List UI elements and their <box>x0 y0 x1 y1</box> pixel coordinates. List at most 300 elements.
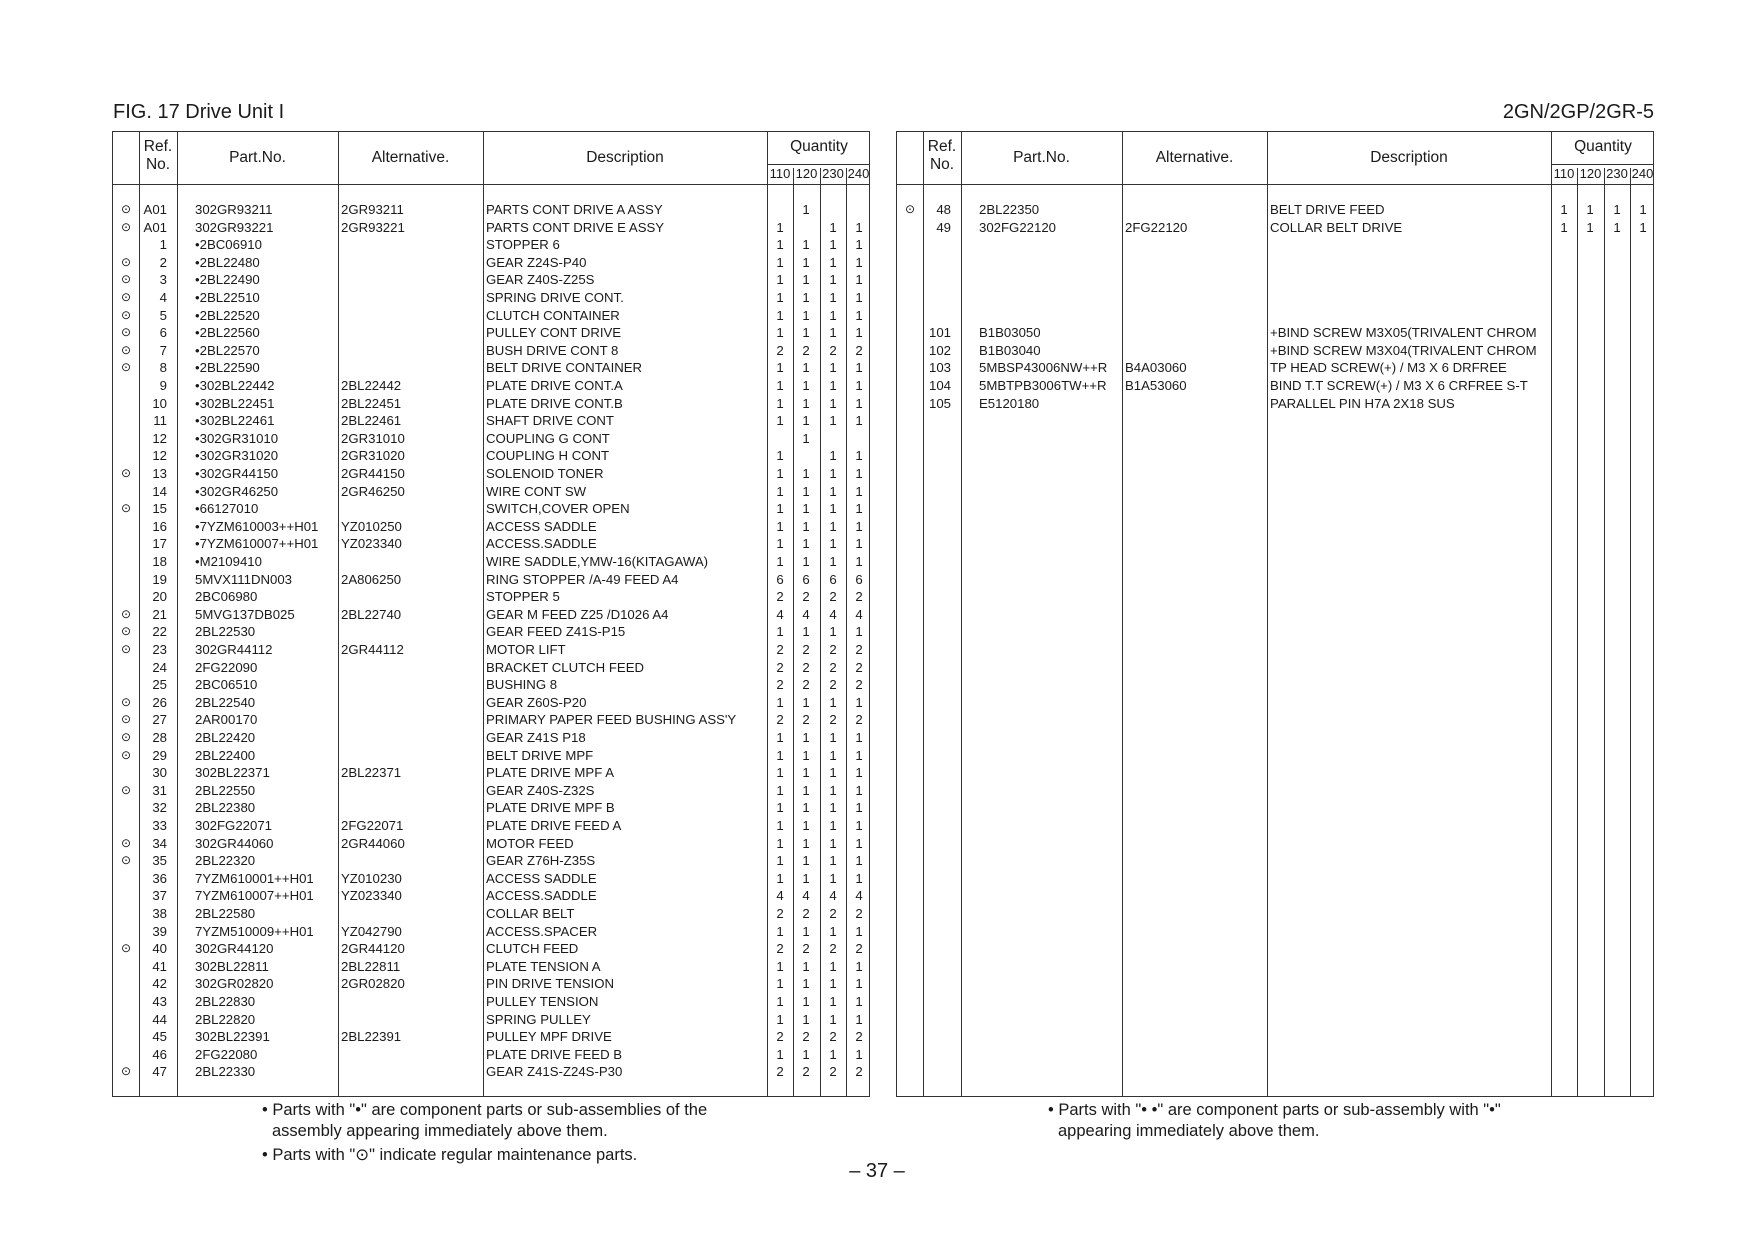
quantity-cell: 1 <box>802 730 810 745</box>
quantity-cell: 1 <box>855 307 863 323</box>
quantity-cell: 1 <box>855 272 863 288</box>
description: ACCESS.SADDLE <box>486 888 597 904</box>
part-no: 2BL22550 <box>195 782 256 798</box>
table-row <box>113 782 869 800</box>
ref-no: 34 <box>152 835 167 851</box>
quantity-cell: 1 <box>776 395 784 411</box>
quantity-cell: 1 <box>776 466 784 481</box>
description: PLATE DRIVE CONT.A <box>486 378 623 393</box>
col-header-q240: 240 <box>1631 166 1654 181</box>
quantity-cell: 2 <box>829 642 837 657</box>
quantity-cell: 1 <box>829 782 837 798</box>
quantity-cell: 1 <box>829 800 837 816</box>
ref-no: 22 <box>152 624 167 640</box>
part-no: •302GR31010 <box>195 430 279 446</box>
description: PIN DRIVE TENSION <box>486 976 614 992</box>
quantity-cell: 1 <box>855 290 863 305</box>
quantity-cell: 1 <box>855 870 863 886</box>
quantity-cell: 1 <box>855 730 863 745</box>
table-row <box>113 940 869 958</box>
quantity-cell: 2 <box>776 941 784 957</box>
quantity-cell: 2 <box>829 1029 837 1045</box>
ref-no: 15 <box>152 501 167 517</box>
table-row <box>113 518 869 536</box>
table-row <box>897 342 1653 360</box>
quantity-cell: 1 <box>829 835 837 851</box>
ref-no: 4 <box>159 290 167 305</box>
quantity-cell: 2 <box>829 1064 837 1080</box>
part-no: 2BL22540 <box>195 694 256 710</box>
part-no: 5MBTPB3006TW++R <box>979 378 1107 393</box>
table-row <box>113 694 869 712</box>
ref-no: 24 <box>152 659 167 675</box>
alternative-no: 2BL22740 <box>341 606 402 622</box>
quantity-cell: 4 <box>802 888 810 904</box>
table-row <box>113 201 869 219</box>
quantity-cell: 1 <box>829 976 837 992</box>
description: SOLENOID TONER <box>486 466 604 481</box>
alternative-no: 2BL22811 <box>341 958 401 974</box>
alternative-no: 2GR44060 <box>341 835 405 851</box>
quantity-cell: 1 <box>829 413 837 429</box>
quantity-cell: 1 <box>776 870 784 886</box>
part-no: •302GR44150 <box>195 466 279 481</box>
description: ACCESS.SADDLE <box>486 536 597 552</box>
quantity-cell: 1 <box>829 536 837 552</box>
ref-no: 14 <box>152 483 167 499</box>
part-no: 302BL22371 <box>195 765 270 781</box>
quantity-cell: 2 <box>776 589 784 605</box>
footnote-component-parts: • Parts with "•" are component parts or sub-assemblies of the assembly appearing immediately above them. <box>262 1101 708 1140</box>
part-no: 7YZM610001++H01 <box>195 870 314 886</box>
quantity-cell: 1 <box>829 378 837 393</box>
maintenance-mark: ⊙ <box>120 642 132 656</box>
description: GEAR FEED Z41S-P15 <box>486 624 626 640</box>
ref-no: 46 <box>152 1046 167 1062</box>
col-header-ref: Ref. No. <box>927 138 957 173</box>
ref-no: 48 <box>936 202 951 217</box>
ref-no: 45 <box>152 1029 167 1045</box>
quantity-cell: 1 <box>829 624 837 640</box>
description: PLATE DRIVE FEED A <box>486 818 622 833</box>
description: GEAR Z40S-Z25S <box>486 272 595 288</box>
quantity-cell: 1 <box>855 747 863 763</box>
quantity-cell: 2 <box>855 906 863 921</box>
col-header-q110: 110 <box>1553 166 1575 181</box>
part-no: •302GR31020 <box>195 448 279 464</box>
part-no: 302FG22120 <box>979 219 1056 235</box>
ref-no: 35 <box>152 853 167 869</box>
alternative-no: 2BL22371 <box>341 765 402 781</box>
quantity-cell: 1 <box>855 237 863 253</box>
quantity-cell: 1 <box>776 290 784 305</box>
description: COUPLING G CONT <box>486 430 610 446</box>
quantity-cell: 1 <box>802 518 810 534</box>
alternative-no: 2FG22071 <box>341 818 404 833</box>
quantity-cell: 2 <box>855 677 863 693</box>
quantity-cell: 2 <box>829 677 837 693</box>
quantity-cell: 1 <box>802 818 810 833</box>
parts-table-left <box>112 131 870 1097</box>
quantity-cell: 1 <box>829 448 837 464</box>
part-no: 2BC06980 <box>195 589 258 605</box>
col-header-ref: Ref. No. <box>143 138 173 173</box>
quantity-cell: 6 <box>802 571 810 587</box>
quantity-cell: 1 <box>776 694 784 710</box>
table-row <box>113 254 869 272</box>
part-no: •302BL22461 <box>195 413 275 429</box>
quantity-cell: 1 <box>829 994 837 1009</box>
table-row <box>113 923 869 941</box>
part-no: 302GR44060 <box>195 835 274 851</box>
description: RING STOPPER /A-49 FEED A4 <box>486 571 679 587</box>
quantity-cell: 1 <box>776 219 784 235</box>
alternative-no: 2GR44150 <box>341 466 405 481</box>
quantity-cell: 4 <box>776 606 784 622</box>
quantity-cell: 2 <box>829 342 837 358</box>
quantity-cell: 2 <box>776 712 784 728</box>
alternative-no: YZ023340 <box>341 536 402 552</box>
part-no: 2BL22830 <box>195 994 256 1009</box>
ref-no: 27 <box>152 712 167 728</box>
header-divider <box>113 184 869 185</box>
part-no: B1B03050 <box>979 325 1041 341</box>
table-row <box>113 535 869 553</box>
quantity-cell: 1 <box>802 395 810 411</box>
quantity-cell: 1 <box>776 360 784 376</box>
quantity-cell: 1 <box>776 378 784 393</box>
description: MOTOR FEED <box>486 835 574 851</box>
part-no: •2BL22480 <box>195 254 260 270</box>
quantity-cell: 1 <box>855 448 863 464</box>
table-row <box>897 201 1653 219</box>
description: PLATE DRIVE CONT.B <box>486 395 623 411</box>
description: PULLEY MPF DRIVE <box>486 1029 612 1045</box>
table-row <box>113 852 869 870</box>
ref-no: 17 <box>152 536 167 552</box>
description: +BIND SCREW M3X05(TRIVALENT CHROM <box>1270 325 1537 341</box>
maintenance-mark: ⊙ <box>120 202 132 216</box>
ref-no: 9 <box>159 378 167 393</box>
quantity-cell: 1 <box>802 835 810 851</box>
table-row <box>113 377 869 395</box>
table-row <box>113 571 869 589</box>
quantity-cell: 1 <box>776 818 784 833</box>
description: +BIND SCREW M3X04(TRIVALENT CHROM <box>1270 342 1537 358</box>
alternative-no: 2BL22461 <box>341 413 402 429</box>
alternative-no: 2GR46250 <box>341 483 405 499</box>
maintenance-mark: ⊙ <box>120 219 132 234</box>
description: SPRING PULLEY <box>486 1011 591 1027</box>
quantity-cell: 1 <box>802 800 810 816</box>
quantity-cell: 1 <box>776 747 784 763</box>
maintenance-mark: ⊙ <box>120 835 132 850</box>
ref-no: 20 <box>152 589 167 605</box>
quantity-cell: 4 <box>855 606 863 622</box>
maintenance-mark: ⊙ <box>120 782 132 797</box>
ref-no: 47 <box>152 1064 167 1080</box>
ref-no: 21 <box>152 606 167 622</box>
quantity-cell: 6 <box>855 571 863 587</box>
alternative-no: YZ010250 <box>341 518 402 534</box>
part-no: 2BL22350 <box>979 202 1040 217</box>
ref-no: 18 <box>152 554 167 569</box>
quantity-cell: 2 <box>776 906 784 921</box>
quantity-cell: 2 <box>802 906 810 921</box>
quantity-cell: 1 <box>776 272 784 288</box>
quantity-cell: 1 <box>855 835 863 851</box>
quantity-cell: 2 <box>829 589 837 605</box>
ref-no: A01 <box>143 202 167 217</box>
quantity-cell: 1 <box>829 818 837 833</box>
quantity-cell: 1 <box>855 1046 863 1062</box>
quantity-cell: 1 <box>829 501 837 517</box>
quantity-cell: 1 <box>1560 219 1568 235</box>
maintenance-mark: ⊙ <box>120 624 132 639</box>
part-no: •2BL22510 <box>195 290 260 305</box>
ref-no: 16 <box>152 518 167 534</box>
quantity-cell: 1 <box>802 782 810 798</box>
quantity-cell: 2 <box>802 659 810 675</box>
quantity-cell: 1 <box>776 853 784 869</box>
col-header-description: Description <box>1370 149 1448 166</box>
col-header-part-no: Part.No. <box>1013 149 1070 166</box>
quantity-cell: 1 <box>776 254 784 270</box>
alternative-no: 2A806250 <box>341 571 402 587</box>
ref-no: 1 <box>159 237 167 253</box>
description: TP HEAD SCREW(+) / M3 X 6 DRFREE <box>1270 360 1507 376</box>
quantity-cell: 1 <box>802 536 810 552</box>
table-row <box>113 747 869 765</box>
quantity-cell: 1 <box>776 483 784 499</box>
table-row <box>113 1063 869 1081</box>
quantity-cell: 1 <box>802 747 810 763</box>
col-header-q230: 230 <box>1606 166 1628 181</box>
ref-no: 5 <box>159 307 167 323</box>
quantity-cell: 2 <box>855 659 863 675</box>
table-row <box>113 711 869 729</box>
quantity-cell: 1 <box>776 782 784 798</box>
quantity-cell: 2 <box>776 659 784 675</box>
quantity-cell: 1 <box>802 923 810 939</box>
table-row <box>113 553 869 571</box>
description: GEAR Z40S-Z32S <box>486 782 595 798</box>
part-no: 7YZM510009++H01 <box>195 923 314 939</box>
description: PLATE DRIVE FEED B <box>486 1046 623 1062</box>
quantity-cell: 1 <box>855 466 863 481</box>
description: BUSHING 8 <box>486 677 558 693</box>
maintenance-mark: ⊙ <box>120 290 132 304</box>
part-no: 5MVX111DN003 <box>195 571 293 587</box>
part-no: •7YZM610003++H01 <box>195 518 319 534</box>
quantity-cell: 1 <box>855 536 863 552</box>
table-row <box>113 799 869 817</box>
maintenance-mark: ⊙ <box>120 360 132 375</box>
quantity-cell: 1 <box>776 923 784 939</box>
col-header-q120: 120 <box>795 166 818 181</box>
col-header-description: Description <box>586 149 664 166</box>
table-row <box>113 641 869 659</box>
quantity-cell: 1 <box>829 307 837 323</box>
alternative-no: 2BL22391 <box>341 1029 402 1045</box>
description: PLATE DRIVE MPF B <box>486 800 615 816</box>
description: BIND T.T SCREW(+) / M3 X 6 CRFREE S-T <box>1270 378 1528 393</box>
part-no: •2BC06910 <box>195 237 262 253</box>
ref-no: 25 <box>152 677 167 693</box>
description: PARTS CONT DRIVE E ASSY <box>486 219 665 235</box>
ref-no: 32 <box>152 800 167 816</box>
part-no: 2BL22320 <box>195 853 256 869</box>
col-header-alternative: Alternative. <box>1155 149 1234 166</box>
description: BRACKET CLUTCH FEED <box>486 659 645 675</box>
description: PARALLEL PIN H7A 2X18 SUS <box>1270 395 1455 411</box>
description: SWITCH,COVER OPEN <box>486 501 630 517</box>
quantity-cell: 1 <box>802 378 810 393</box>
col-header-q240: 240 <box>847 166 870 181</box>
ref-no: 41 <box>152 958 167 974</box>
table-row <box>113 623 869 641</box>
part-no: 7YZM610007++H01 <box>195 888 314 904</box>
table-row <box>113 606 869 624</box>
quantity-cell: 1 <box>829 747 837 763</box>
quantity-cell: 1 <box>802 466 810 481</box>
ref-no: 38 <box>152 906 167 921</box>
part-no: 302GR02820 <box>195 976 274 992</box>
table-row <box>113 588 869 606</box>
table-row <box>113 1011 869 1029</box>
quantity-cell: 2 <box>802 712 810 728</box>
part-no: •2BL22520 <box>195 307 260 323</box>
part-no: 2BL22420 <box>195 730 256 745</box>
part-no: 302GR93221 <box>195 219 274 235</box>
quantity-cell: 2 <box>855 1029 863 1045</box>
description: GEAR Z76H-Z35S <box>486 853 596 869</box>
quantity-cell: 1 <box>802 413 810 429</box>
part-no: •2BL22570 <box>195 342 260 358</box>
quantity-cell: 2 <box>855 589 863 605</box>
quantity-cell: 1 <box>855 800 863 816</box>
maintenance-mark: ⊙ <box>120 1064 132 1079</box>
description: SHAFT DRIVE CONT <box>486 413 614 429</box>
quantity-cell: 1 <box>802 307 810 323</box>
quantity-cell: 1 <box>802 765 810 781</box>
maintenance-mark: ⊙ <box>120 307 132 322</box>
quantity-cell: 1 <box>855 325 863 341</box>
quantity-cell: 1 <box>855 923 863 939</box>
part-no: •302GR46250 <box>195 483 279 499</box>
quantity-cell: 1 <box>1613 202 1621 217</box>
quantity-cell: 1 <box>776 501 784 517</box>
ref-no: 2 <box>159 254 167 270</box>
description: GEAR Z24S-P40 <box>486 254 587 270</box>
part-no: 2BL22400 <box>195 747 256 763</box>
quantity-cell: 1 <box>776 448 784 464</box>
alternative-no: 2GR93221 <box>341 219 405 235</box>
col-divider <box>923 132 924 1096</box>
quantity-cell: 1 <box>802 958 810 974</box>
quantity-cell: 1 <box>776 554 784 569</box>
table-row <box>113 465 869 483</box>
description: MOTOR LIFT <box>486 642 566 657</box>
description: PULLEY CONT DRIVE <box>486 325 622 341</box>
maintenance-mark: ⊙ <box>120 606 132 621</box>
header-divider <box>897 184 1653 185</box>
description: WIRE CONT SW <box>486 483 587 499</box>
ref-no: 19 <box>152 571 167 587</box>
table-row <box>113 729 869 747</box>
quantity-cell: 1 <box>776 518 784 534</box>
table-row <box>113 430 869 448</box>
description: GEAR Z41S P18 <box>486 730 586 745</box>
ref-no: 36 <box>152 870 167 886</box>
quantity-cell: 1 <box>855 254 863 270</box>
quantity-cell: 1 <box>855 219 863 235</box>
quantity-cell: 1 <box>1639 219 1647 235</box>
table-row <box>113 324 869 342</box>
quantity-cell: 2 <box>855 642 863 657</box>
alternative-no: 2GR44120 <box>341 941 405 957</box>
quantity-cell: 1 <box>855 782 863 798</box>
quantity-cell: 2 <box>802 941 810 957</box>
table-row <box>113 236 869 254</box>
quantity-cell: 1 <box>855 994 863 1009</box>
quantity-cell: 1 <box>776 536 784 552</box>
ref-no: 10 <box>152 395 167 411</box>
table-row <box>113 447 869 465</box>
description: BELT DRIVE CONTAINER <box>486 360 643 376</box>
description: PARTS CONT DRIVE A ASSY <box>486 202 663 217</box>
footnote-maintenance-parts: • Parts with "⊙" indicate regular maintenance parts. <box>262 1146 638 1164</box>
quantity-cell: 1 <box>802 554 810 569</box>
quantity-cell: 2 <box>802 589 810 605</box>
quantity-cell: 1 <box>855 818 863 833</box>
col-divider <box>1551 132 1552 1096</box>
quantity-cell: 1 <box>802 360 810 376</box>
alternative-no: 2BL22451 <box>341 395 402 411</box>
quantity-cell: 1 <box>855 413 863 429</box>
ref-no: 37 <box>152 888 167 904</box>
quantity-cell: 1 <box>776 325 784 341</box>
maintenance-mark: ⊙ <box>120 694 132 709</box>
quantity-cell: 2 <box>776 1064 784 1080</box>
part-no: •M2109410 <box>195 554 262 569</box>
table-row <box>897 395 1653 413</box>
col-divider <box>961 132 962 1096</box>
quantity-cell: 1 <box>776 1011 784 1027</box>
quantity-cell: 2 <box>829 659 837 675</box>
ref-no: 103 <box>928 360 951 376</box>
page-number: – 37 – <box>849 1160 905 1182</box>
description: ACCESS.SPACER <box>486 923 598 939</box>
quantity-cell: 2 <box>855 712 863 728</box>
quantity-cell: 4 <box>855 888 863 904</box>
quantity-cell: 2 <box>829 712 837 728</box>
alternative-no: 2BL22442 <box>341 378 402 393</box>
quantity-cell: 1 <box>829 1011 837 1027</box>
table-row <box>897 219 1653 237</box>
part-no: 5MBSP43006NW++R <box>979 360 1108 376</box>
description: SPRING DRIVE CONT. <box>486 290 624 305</box>
quantity-cell: 4 <box>802 606 810 622</box>
ref-no: 3 <box>159 272 167 288</box>
alternative-no: YZ042790 <box>341 923 402 939</box>
alternative-no: 2GR44112 <box>341 642 404 657</box>
quantity-cell: 1 <box>802 624 810 640</box>
qty-divider <box>1630 168 1631 1096</box>
ref-no: 13 <box>152 466 167 481</box>
col-header-quantity: Quantity <box>1574 138 1632 155</box>
quantity-cell: 1 <box>855 694 863 710</box>
